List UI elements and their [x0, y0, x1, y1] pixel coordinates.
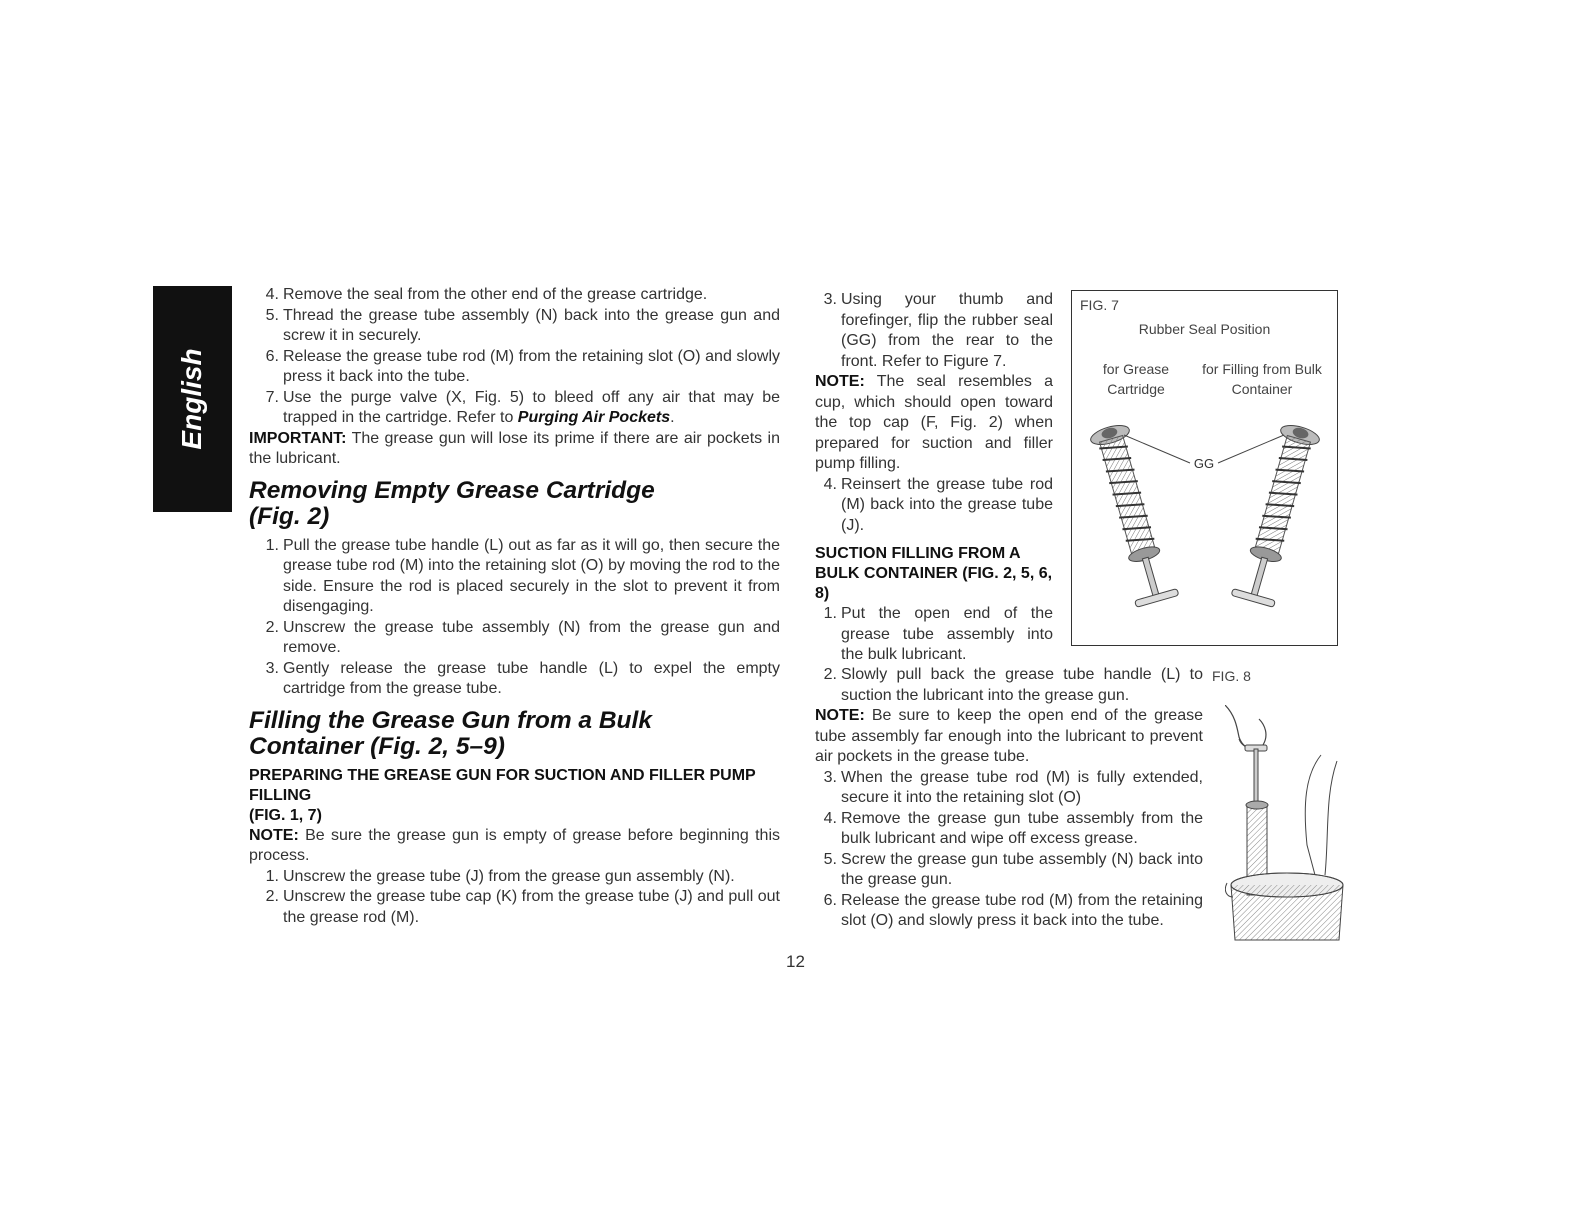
step-number: 4. [823, 809, 837, 827]
important-label: IMPORTANT: [249, 429, 347, 447]
list-item [811, 604, 1053, 666]
important-note [249, 429, 780, 470]
list-item [253, 659, 780, 700]
step-text: Unscrew the grease tube (J) from the grease gun assembly (N). [283, 867, 735, 885]
step-number: 7. [265, 388, 279, 406]
list-item [253, 536, 780, 618]
figure-7 [1071, 290, 1338, 646]
step-number: 3. [823, 768, 837, 786]
step-number: 2. [265, 618, 279, 636]
step-text: Put the open end of the grease tube assembly into the bulk lubricant. [841, 605, 1053, 663]
step-text: Screw the grease gun tube assembly (N) back into the grease gun. [841, 850, 1203, 888]
list-item [253, 887, 780, 928]
note [249, 826, 780, 867]
step-text-part: . [670, 409, 675, 426]
step-number: 2. [265, 888, 279, 905]
list-item [811, 475, 1053, 537]
step-number: 1. [823, 605, 837, 622]
figure-7-caption-right: for Filling from Bulk Container [1202, 361, 1322, 397]
step-number: 4. [265, 286, 279, 303]
step-text [283, 388, 780, 429]
step-number: 6. [265, 347, 279, 365]
note-label: NOTE: [815, 707, 865, 724]
section-heading-filling: Filling the Grease Gun from a Bulk Container (Fig. 2, 5–9) [249, 706, 652, 760]
list-item [811, 809, 1203, 850]
left-column [249, 285, 780, 928]
step-number: 5. [823, 850, 837, 868]
step-text: Thread the grease tube assembly (N) back into the grease gun and screw it in securely. [283, 306, 780, 344]
step-text-part: Use the purge valve (X, Fig. 5) to bleed off any air that may be trapped in the cartridge. Refer to [283, 388, 780, 426]
step-text: Gently release the grease tube handle (L) to expel the empty cartridge from the grease tube. [283, 659, 780, 697]
important-text: The grease gun will lose its prime if there are air pockets in the lubricant. [249, 429, 780, 467]
note-label: NOTE: [249, 826, 299, 844]
figure-7-title: Rubber Seal Position [1138, 321, 1271, 337]
step-number: 5. [265, 306, 279, 324]
language-tab [153, 286, 232, 512]
step-text: Remove the seal from the other end of the grease cartridge. [283, 286, 708, 303]
note-text: Be sure to keep the open end of the grease tube assembly far enough into the lubricant to prevent air pockets in the grease tube. [815, 707, 1203, 765]
step-text: Release the grease tube rod (M) from the retaining slot (O) and slowly press it back into the tube. [841, 891, 1203, 929]
middle-column [815, 290, 1053, 666]
step-number: 2. [823, 666, 837, 683]
list-item [253, 347, 780, 388]
step-number: 3. [823, 291, 837, 308]
list-item [811, 665, 1203, 706]
step-number: 4. [823, 475, 837, 493]
step-text: Release the grease tube rod (M) from the retaining slot (O) and slowly press it back into the tube. [283, 347, 780, 385]
right-column [815, 665, 1203, 932]
note-text: Be sure the grease gun is empty of grease before beginning this process. [249, 826, 780, 864]
list-item [811, 768, 1203, 809]
step-text: Unscrew the grease tube assembly (N) from the grease gun and remove. [283, 618, 780, 656]
step-text: Unscrew the grease tube cap (K) from the grease tube (J) and pull out the grease rod (M). [283, 888, 780, 926]
page-number: 12 [786, 952, 805, 971]
note-label: NOTE: [815, 373, 865, 390]
language-tab-label: English [176, 348, 207, 450]
step-number: 1. [265, 536, 279, 554]
subheading-preparing-fig: (FIG. 1, 7) [249, 806, 322, 824]
step-number: 6. [823, 891, 837, 909]
step-text: Remove the grease gun tube assembly from the bulk lubricant and wipe off excess grease. [841, 809, 1203, 847]
list-item [811, 850, 1203, 891]
note [815, 706, 1203, 768]
subheading-preparing: PREPARING THE GREASE GUN FOR SUCTION AND FILLER PUMP FILLING [249, 766, 756, 804]
rubber-seal-illustration [1072, 413, 1336, 643]
step-text: Pull the grease tube handle (L) out as far as it will go, then secure the grease tube rod (M) into the retaining slot (O) by moving the rod to the side. Ensure the rod is placed securely in the slot to prevent it from disengaging. [283, 536, 780, 615]
step-number: 1. [265, 867, 279, 885]
list-item [811, 290, 1053, 372]
step-text: When the grease tube rod (M) is fully extended, secure it into the retaining slot (O) [841, 768, 1203, 806]
list-item [253, 867, 780, 888]
list-item [253, 306, 780, 347]
figure-7-label: FIG. 7 [1080, 297, 1119, 313]
step-text: Reinsert the grease tube rod (M) back into the grease tube (J). [841, 475, 1053, 534]
callout-gg: GG [1193, 456, 1215, 471]
cross-reference-link: Purging Air Pockets [517, 409, 671, 426]
step-number: 3. [265, 659, 279, 677]
note-text: The seal resembles a cup, which should open toward the top cap (F, Fig. 2) when prepared for suction and filler pump filling. [815, 373, 1053, 472]
note [815, 372, 1053, 475]
step-text: Slowly pull back the grease tube handle (L) to suction the lubricant into the grease gun. [841, 666, 1203, 704]
list-item [811, 891, 1203, 932]
bulk-filling-illustration [1225, 705, 1345, 945]
list-item [253, 618, 780, 659]
figure-8-label: FIG. 8 [1212, 668, 1251, 684]
subheading-suction: SUCTION FILLING FROM A BULK CONTAINER (FIG. 2, 5, 6, 8) [815, 545, 1053, 602]
section-heading-removing: Removing Empty Grease Cartridge (Fig. 2) [249, 476, 655, 530]
list-item [253, 285, 780, 306]
list-item [253, 388, 780, 429]
figure-7-caption-left: for Grease Cartridge [1102, 361, 1170, 397]
step-text: Using your thumb and forefinger, flip the rubber seal (GG) from the rear to the front. Refer to Figure 7. [841, 291, 1053, 370]
